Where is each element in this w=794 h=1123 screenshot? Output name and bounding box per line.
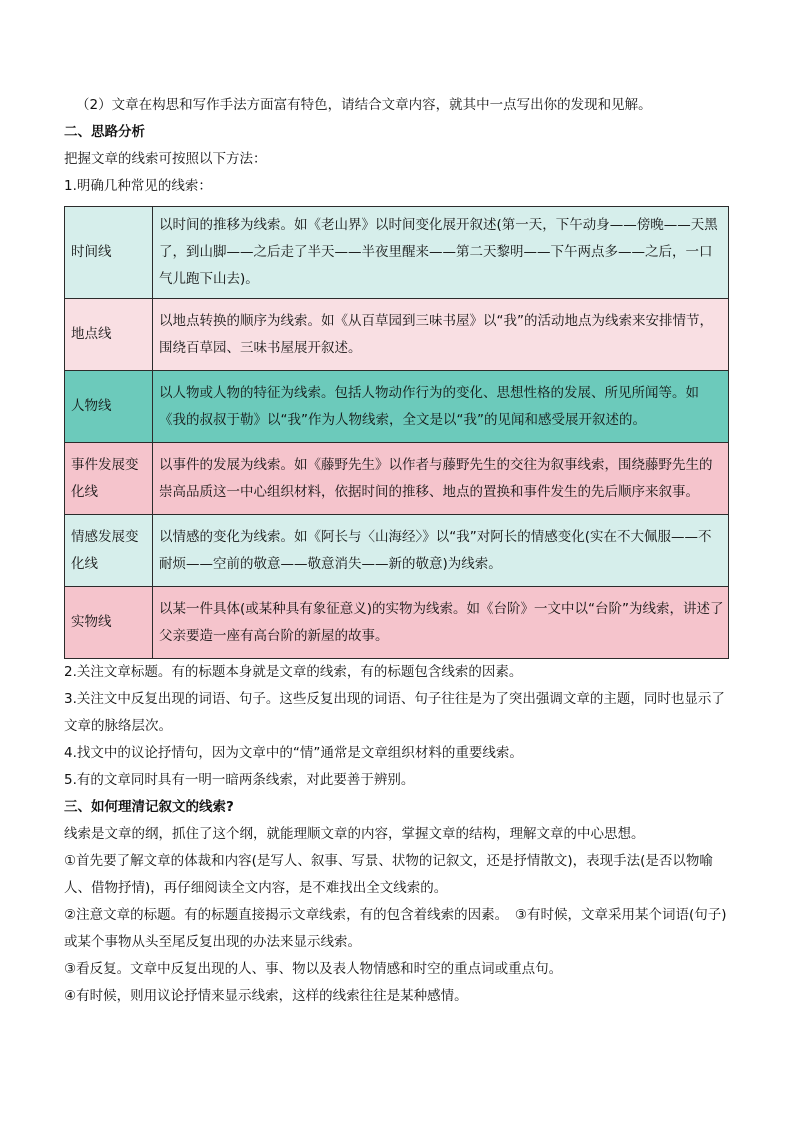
row-name-emotion: 情感发展变化线 [65,515,153,587]
table-row [65,515,729,587]
row-desc-person: 以人物或人物的特征为线索。包括人物动作行为的变化、思想性格的发展、所见所闻等。如《我的叔叔于勒》以“我”作为人物线索，全文是以“我”的见闻和感受展开叙述的。 [153,371,729,443]
row-desc-event: 以事件的发展为线索。如《藤野先生》以作者与藤野先生的交往为叙事线索，围绕藤野先生的崇高品质这一中心组织材料，依据时间的推移、地点的置换和事件发生的先后顺序来叙事。 [153,443,729,515]
section-2-title: 二、思路分析 [64,124,145,140]
intro-text: 把握文章的线索可按照以下方法： [64,151,267,167]
row-name-object: 实物线 [65,587,153,659]
table-row [65,443,729,515]
row-name-place: 地点线 [65,299,153,371]
section-3-point-1: ①首先要了解文章的体裁和内容(是写人、叙事、写景、状物的记叙文，还是抒情散文)，表现手法(是否以物喻人、借物抒情)，再仔细阅读全文内容，是不难找出全文线索的。 [64,853,713,896]
row-desc-object: 以某一件具体(或某种具有象征意义)的实物为线索。如《台阶》一文中以“台阶”为线索，讲述了父亲要造一座有高台阶的新屋的故事。 [153,587,729,659]
section-3-title: 三、如何理清记叙文的线索? [64,799,234,815]
row-desc-place: 以地点转换的顺序为线索。如《从百草园到三味书屋》以“我”的活动地点为线索来安排情节，围绕百草园、三味书屋展开叙述。 [153,299,729,371]
row-desc-emotion: 以情感的变化为线索。如《阿长与〈山海经〉》以“我”对阿长的情感变化(实在不大佩服——不耐烦——空前的敬意——敬意消失——新的敬意)为线索。 [153,515,729,587]
item-5: 5.有的文章同时具有一明一暗两条线索，对此要善于辨别。 [64,772,415,788]
item-4: 4.找文中的议论抒情句，因为文章中的“情”通常是文章组织材料的重要线索。 [64,745,523,761]
table-row [65,207,729,299]
document-page [64,92,732,1010]
row-name-person: 人物线 [65,371,153,443]
section-3-point-2: ②注意文章的标题。有的标题直接揭示文章线索，有的包含着线索的因素。 ③有时候，文章采用某个词语(句子)或某个事物从头至尾反复出现的办法来显示线索。 [64,907,727,950]
question-2: （2）文章在构思和写作手法方面富有特色，请结合文章内容，就其中一点写出你的发现和见解。 [76,97,652,113]
row-desc-time: 以时间的推移为线索。如《老山界》以时间变化展开叙述(第一天，下午动身——傍晚——天黑了，到山脚——之后走了半天——半夜里醒来——第二天黎明——下午两点多——之后，一口气儿跑下山去)。 [153,207,729,299]
item-1: 1.明确几种常见的线索： [64,178,212,194]
item-3: 3.关注文中反复出现的词语、句子。这些反复出现的词语、句子往往是为了突出强调文章的主题，同时也显示了文章的脉络层次。 [64,691,725,734]
clue-types-table [64,206,729,659]
table-row [65,371,729,443]
section-3-point-3: ③看反复。文章中反复出现的人、事、物以及表人物情感和时空的重点词或重点句。 [64,961,563,977]
row-name-time: 时间线 [65,207,153,299]
row-name-event: 事件发展变化线 [65,443,153,515]
table-row [65,299,729,371]
section-3-intro: 线索是文章的纲，抓住了这个纲，就能理顺文章的内容，掌握文章的结构，理解文章的中心思想。 [64,826,645,842]
item-2: 2.关注文章标题。有的标题本身就是文章的线索，有的标题包含线索的因素。 [64,664,523,680]
table-row [65,587,729,659]
section-3-point-4: ④有时候，则用议论抒情来显示线索，这样的线索往往是某种感情。 [64,988,468,1004]
